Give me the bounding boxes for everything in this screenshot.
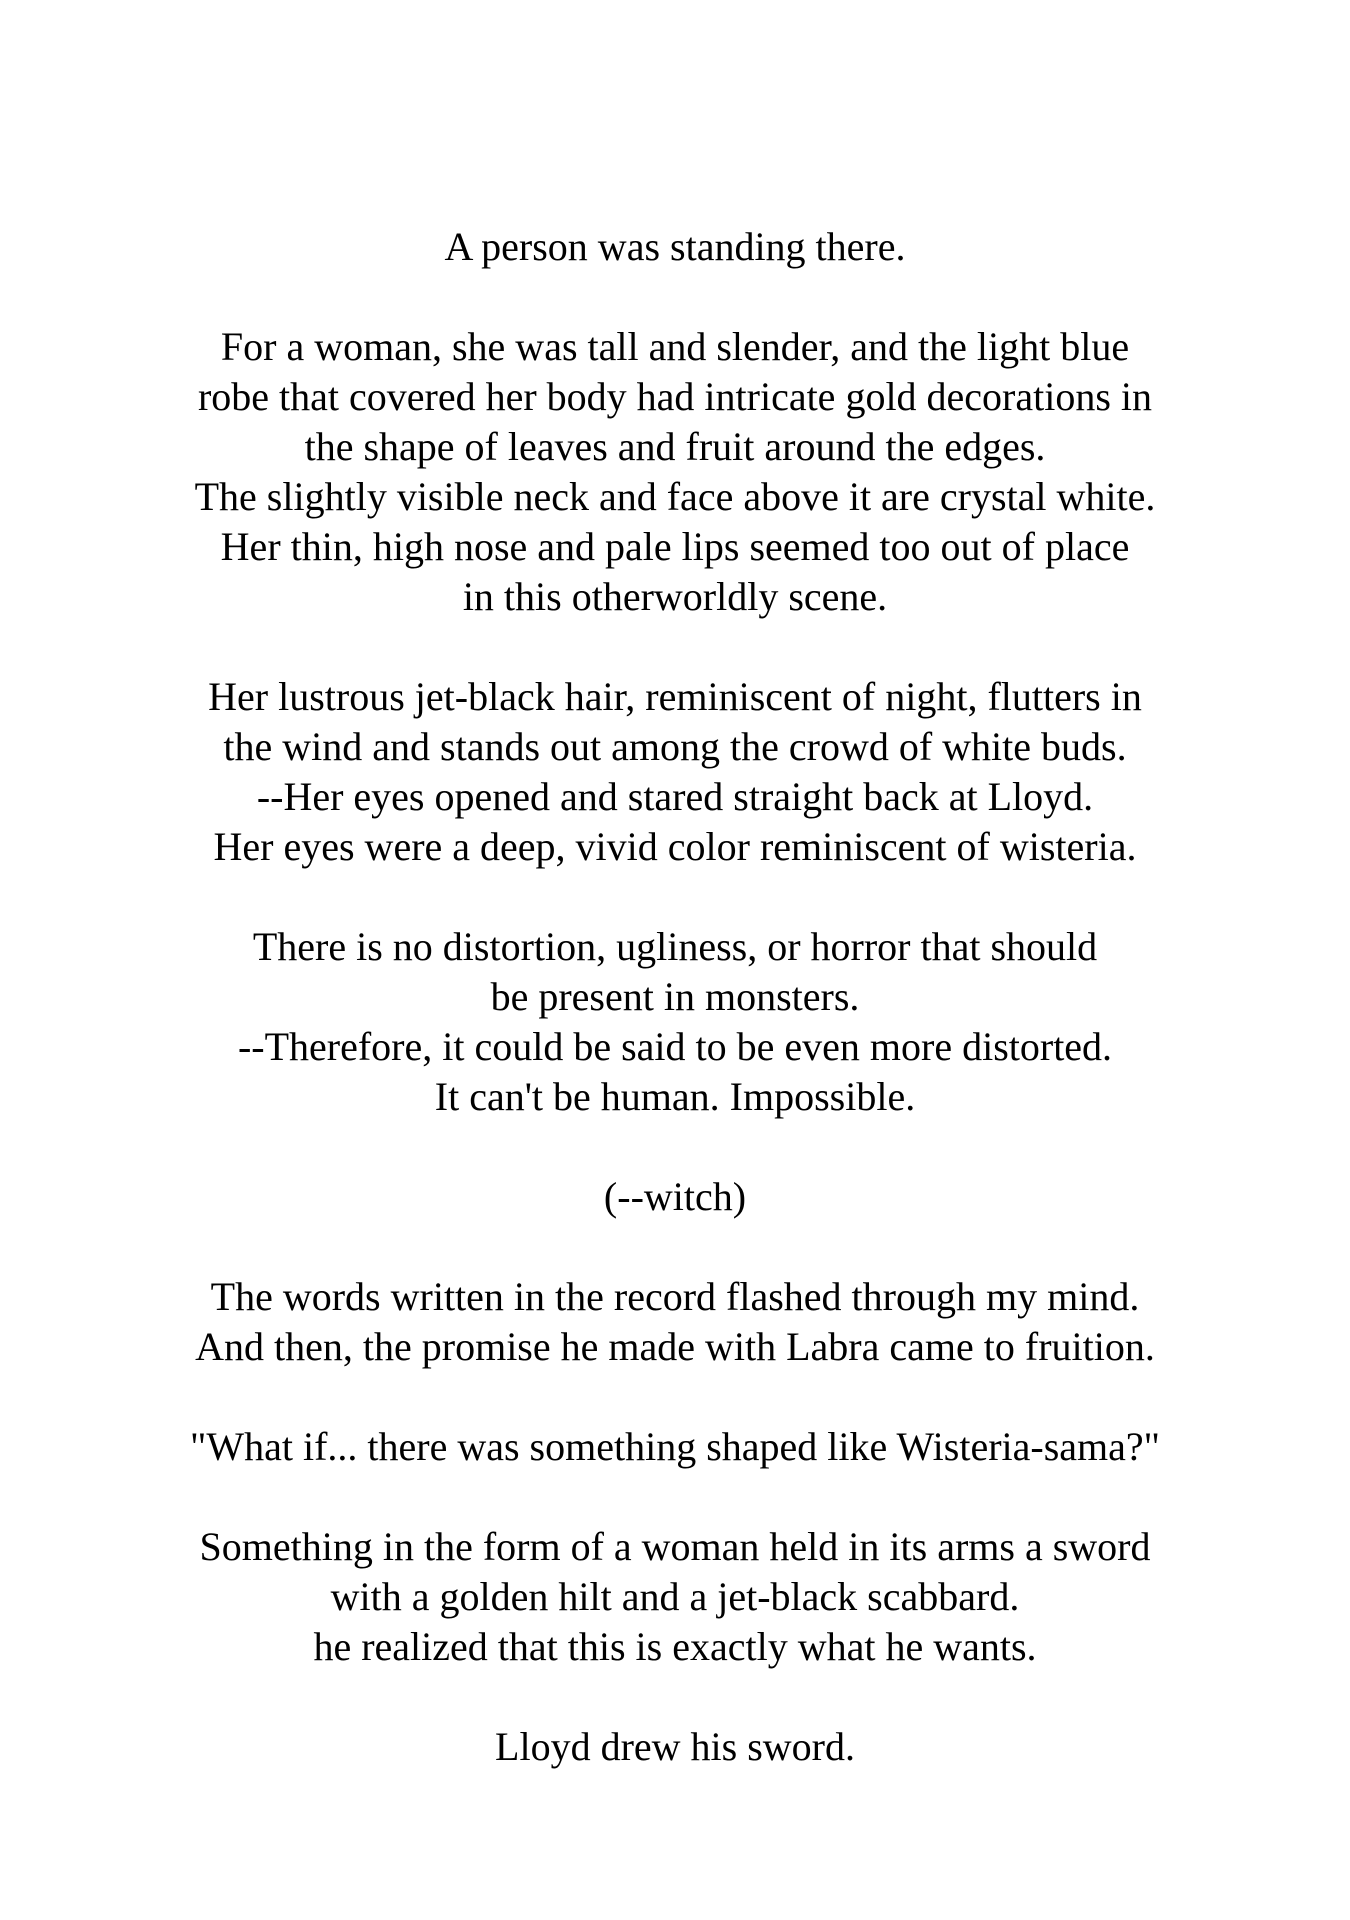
text-line: "What if... there was something shaped like Wisteria-sama?" (190, 1424, 1160, 1469)
text-line: Her eyes were a deep, vivid color reminiscent of wisteria. (213, 824, 1137, 869)
text-line: the wind and stands out among the crowd of white buds. (223, 724, 1127, 769)
paragraph-description-woman (0, 322, 1350, 622)
text-line: A person was standing there. (444, 224, 906, 269)
text-line: --Therefore, it could be said to be even more distorted. (237, 1024, 1113, 1069)
text-line: in this otherworldly scene. (462, 574, 888, 619)
paragraph-hair-eyes (0, 672, 1350, 872)
text-line: And then, the promise he made with Labra came to fruition. (195, 1324, 1155, 1369)
text-line: be present in monsters. (490, 974, 860, 1019)
paragraph-closing (0, 1722, 1350, 1772)
text-line: --Her eyes opened and stared straight back at Lloyd. (256, 774, 1094, 819)
text-line: Her thin, high nose and pale lips seemed too out of place (220, 524, 1130, 569)
text-line: The words written in the record flashed through my mind. (210, 1274, 1140, 1319)
paragraph-witch (0, 1172, 1350, 1222)
text-line: the shape of leaves and fruit around the edges. (304, 424, 1046, 469)
text-line: Her lustrous jet-black hair, reminiscent of night, flutters in (208, 674, 1142, 719)
paragraph-opening (0, 222, 1350, 272)
text-line: Lloyd drew his sword. (495, 1724, 855, 1769)
text-line: with a golden hilt and a jet-black scabbard. (330, 1574, 1020, 1619)
paragraph-sword-form (0, 1522, 1350, 1672)
text-line: There is no distortion, ugliness, or horror that should (252, 924, 1098, 969)
text-line: The slightly visible neck and face above it are crystal white. (194, 474, 1156, 519)
text-line: For a woman, she was tall and slender, and the light blue (220, 324, 1130, 369)
paragraph-record (0, 1272, 1350, 1372)
text-line: robe that covered her body had intricate gold decorations in (197, 374, 1153, 419)
text-line: (--witch) (603, 1174, 747, 1219)
paragraph-quote (0, 1422, 1350, 1472)
text-line: It can't be human. Impossible. (434, 1074, 916, 1119)
text-line: Something in the form of a woman held in its arms a sword (199, 1524, 1151, 1569)
text-line: he realized that this is exactly what he wants. (313, 1624, 1037, 1669)
paragraph-distortion (0, 922, 1350, 1122)
